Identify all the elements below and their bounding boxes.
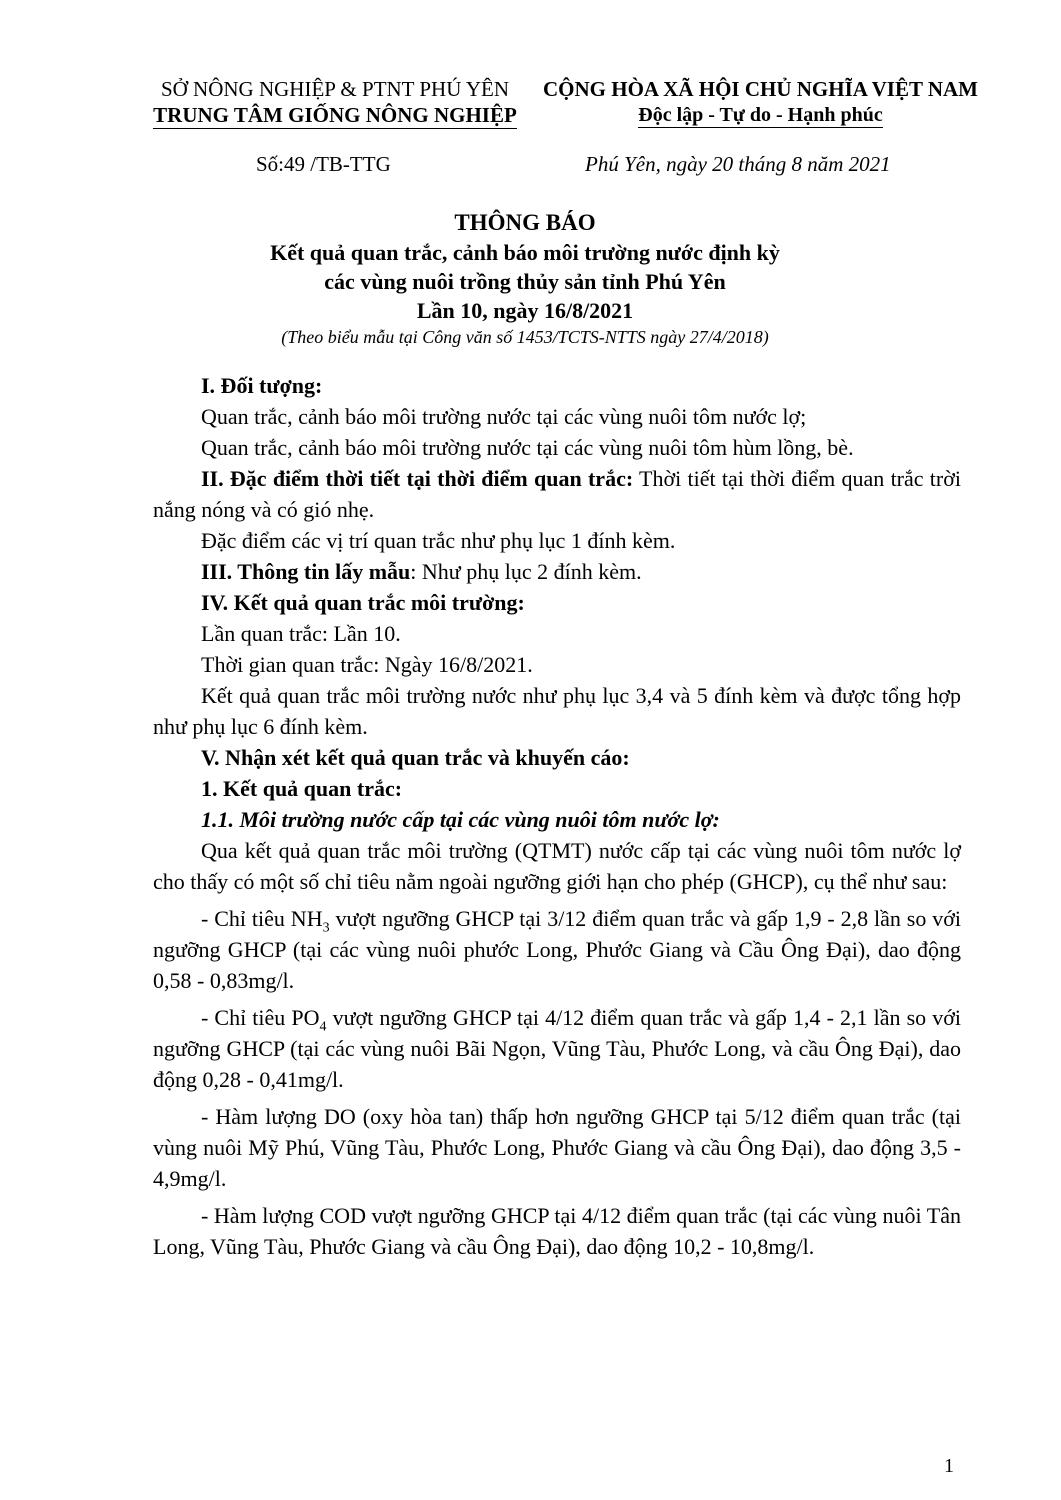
section-4-heading: IV. Kết quả quan trắc môi trường: <box>201 590 525 615</box>
title-line-2: Kết quả quan trắc, cảnh báo môi trường nước định kỳ <box>270 240 780 265</box>
do-paragraph: - Hàm lượng DO (oxy hòa tan) thấp hơn ngưỡng GHCP tại 5/12 điểm quan trắc (tại vùng nuôi Mỹ Phú, Vũng Tàu, Phước Long, Phước Giang và cầu Ông Đại), dao động 3,5 - 4,9mg/l. <box>153 1104 961 1191</box>
po4-paragraph: - Chỉ tiêu $PO_4$ vượt ngưỡng GHCP tại 4/12 điểm quan trắc và gấp 1,4 - 2,1 lần so với ngưỡng GHCP (tại các vùng nuôi Bãi Ngọn, Vũng Tàu, Phước Long, và cầu Ông Đại), dao động 0,28 - 0,41mg/l. <box>153 1005 961 1092</box>
section-1-para-1: Quan trắc, cảnh báo môi trường nước tại các vùng nuôi tôm nước lợ; <box>201 404 807 429</box>
agency-header <box>140 76 530 128</box>
motto: Độc lập - Tự do - Hạnh phúc <box>638 104 883 126</box>
section-5-heading: V. Nhận xét kết quả quan trắc và khuyến cáo: <box>201 745 630 770</box>
section-3-heading: III. Thông tin lấy mẫu <box>201 559 411 584</box>
section-2-para <box>153 463 961 525</box>
section-1-heading: I. Đối tượng: <box>201 373 323 398</box>
title-line-3: các vùng nuôi trồng thủy sản tỉnh Phú Yên <box>324 269 726 294</box>
document-date: Phú Yên, ngày 20 tháng 8 năm 2021 <box>585 152 891 176</box>
section-3-text: : Như phụ lục 2 đính kèm. <box>410 559 642 584</box>
page-number: 1 <box>944 1455 954 1477</box>
section-2-text: Thời tiết tại thời điểm quan trắc trời nắng nóng và có gió nhẹ. <box>153 466 961 522</box>
document-body <box>153 370 961 1262</box>
section-4-para-2: Thời gian quan trắc: Ngày 16/8/2021. <box>201 652 533 677</box>
title-line-4: Lần 10, ngày 16/8/2021 <box>416 298 634 323</box>
cod-paragraph: - Hàm lượng COD vượt ngưỡng GHCP tại 4/12 điểm quan trắc (tại các vùng nuôi Tân Long, Vũng Tàu, Phước Giang và cầu Ông Đại), dao động 10,2 - 10,8mg/l. <box>153 1203 961 1259</box>
intro-paragraph: Qua kết quả quan trắc môi trường (QTMT) nước cấp tại các vùng nuôi tôm nước lợ cho thấy có một số chỉ tiêu nằm ngoài ngưỡng giới hạn cho phép (GHCP), cụ thể như sau: <box>153 838 961 894</box>
issuing-agency: TRUNG TÂM GIỐNG NÔNG NGHIỆP <box>153 103 517 127</box>
title-note: (Theo biểu mẫu tại Công văn số 1453/TCTS-NTTS ngày 27/4/2018) <box>281 327 769 347</box>
subsection-1-1-heading: 1.1. Môi trường nước cấp tại các vùng nuôi tôm nước lợ: <box>201 807 720 832</box>
document-number: Số:49 /TB-TTG <box>256 152 391 176</box>
nh3-paragraph: - Chỉ tiêu $NH_3$ vượt ngưỡng GHCP tại 3/12 điểm quan trắc và gấp 1,9 - 2,8 lần so với ngưỡng GHCP (tại các vùng nuôi phước Long, Phước Giang và Cầu Ông Đại), dao động 0,58 - 0,83mg/l. <box>153 906 961 993</box>
document-title <box>150 208 900 349</box>
subsection-1-heading: 1. Kết quả quan trắc: <box>201 776 403 801</box>
country-name: CỘNG HÒA XÃ HỘI CHỦ NGHĨA VIỆT NAM <box>542 77 979 101</box>
section-1-para-2: Quan trắc, cảnh báo môi trường nước tại các vùng nuôi tôm hùm lồng, bè. <box>201 435 854 460</box>
section-2-heading: II. Đặc điểm thời tiết tại thời điểm quan trắc: <box>201 466 634 491</box>
section-2-para-2: Đặc điểm các vị trí quan trắc như phụ lục 1 đính kèm. <box>201 528 676 553</box>
title-main: THÔNG BÁO <box>454 210 596 235</box>
section-4-para-3: Kết quả quan trắc môi trường nước như phụ lục 3,4 và 5 đính kèm và được tổng hợp như phụ lục 6 đính kèm. <box>153 683 961 739</box>
section-3-para <box>153 556 961 587</box>
section-4-para-1: Lần quan trắc: Lần 10. <box>201 621 401 646</box>
parent-agency: SỞ NÔNG NGHIỆP & PTNT PHÚ YÊN <box>160 77 510 101</box>
national-motto-header <box>528 76 993 128</box>
